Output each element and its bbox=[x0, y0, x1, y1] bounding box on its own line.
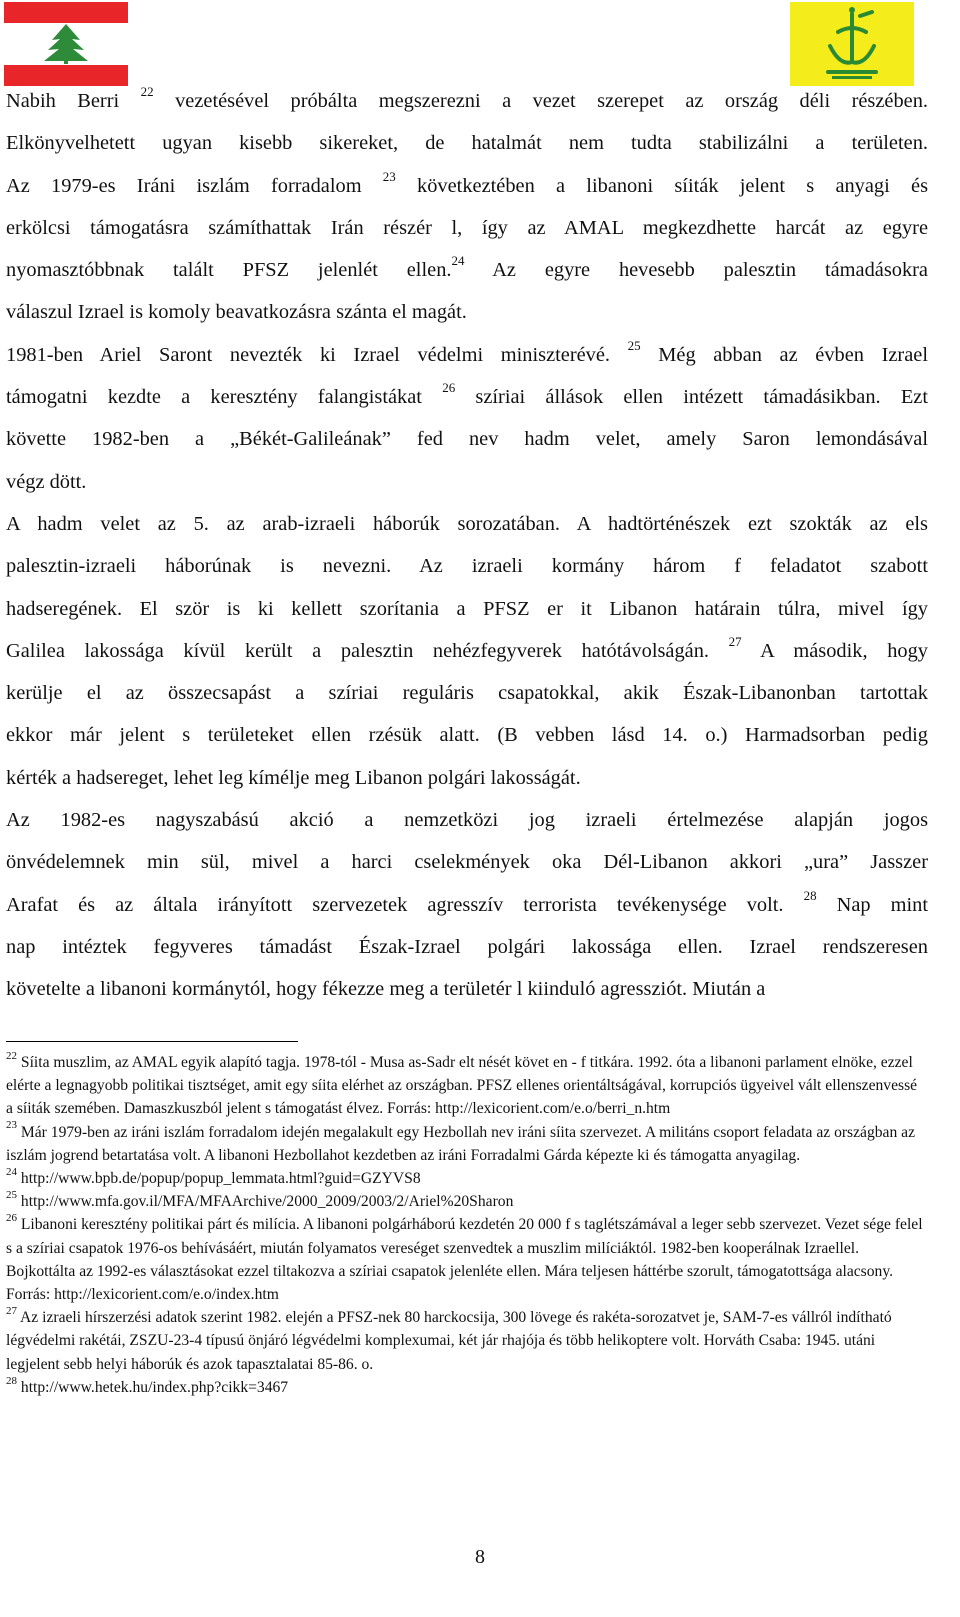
text-run: vezetésével próbálta megszerezni a vezet szerepet az ország déli részében. bbox=[153, 90, 928, 112]
text-line bbox=[6, 841, 928, 883]
footnote-item bbox=[6, 1306, 924, 1376]
text-run: Nabih Berri bbox=[6, 90, 141, 112]
footnote-number: 22 bbox=[6, 1049, 17, 1062]
text-run: követte 1982-ben a „Békét-Galileának” fed nev hadm velet, amely Saron lemondásával bbox=[6, 428, 928, 451]
text-run: végz dött. bbox=[6, 470, 87, 493]
footnote-ref: 25 bbox=[627, 337, 641, 353]
text-run: támogatni kezdte a keresztény falangistákat bbox=[6, 386, 443, 409]
text-line bbox=[6, 418, 928, 460]
footnote-text: Síita muszlim, az AMAL egyik alapító tagja. 1978-tól - Musa as-Sadr elt nését követ en - f titkára. 1992. óta a libanoni parlament elnöke, ezzel elérte a legnagyobb politikai tisztséget, amit egy síita elérhet az országban. PFSZ ellenes orientáltságával, korrupciós ügyeivel vált ellenszenvessé a síiták szemében. Damaszkuszból jelent s támogatást élvez. Forrás: http://lexicorient.com/e.o/berri_n.htm bbox=[6, 1054, 918, 1118]
text-line bbox=[6, 968, 928, 1010]
text-run: Elkönyvelhetett ugyan kisebb sikereket, de hatalmát nem tudta stabilizálni a területen. bbox=[6, 132, 928, 155]
text-run: A hadm velet az 5. az arab-izraeli háborúk sorozatában. A hadtörténészek ezt szokták az els bbox=[6, 512, 928, 535]
text-line bbox=[6, 672, 928, 714]
text-run: ekkor már jelent s területeket ellen rzésük alatt. (B vebben lásd 14. o.) Harmadsorban pedig bbox=[6, 724, 928, 747]
footnote-text: http://www.hetek.hu/index.php?cikk=3467 bbox=[17, 1378, 289, 1396]
page-number: 8 bbox=[475, 1546, 485, 1568]
footnotes bbox=[6, 1051, 924, 1399]
text-line bbox=[6, 291, 928, 333]
text-line bbox=[6, 714, 928, 756]
lebanon-flag-icon bbox=[4, 2, 128, 86]
text-line bbox=[6, 122, 928, 164]
text-run: Nap mint bbox=[816, 893, 928, 916]
text-run: Az 1979-es Iráni iszlám forradalom bbox=[6, 174, 383, 197]
text-run: szíriai állások ellen intézett támadásikban. Ezt bbox=[455, 386, 929, 409]
text-line bbox=[6, 80, 928, 122]
footnote-ref: 22 bbox=[140, 84, 154, 100]
text-run: Galilea lakossága kívül került a palesztin nehézfegyverek hatótávolságán. bbox=[6, 639, 729, 662]
text-line bbox=[6, 376, 928, 418]
text-run: nyomasztóbbnak talált PFSZ jelenlét ellen. bbox=[6, 259, 452, 282]
hezbollah-flag-icon bbox=[790, 2, 914, 86]
text-line bbox=[6, 334, 928, 376]
footnote-item bbox=[6, 1376, 924, 1399]
footnote-separator bbox=[6, 1041, 298, 1042]
text-run: következtében a libanoni síiták jelent s anyagi és bbox=[395, 174, 929, 197]
footnote-ref: 27 bbox=[728, 634, 742, 650]
text-line bbox=[6, 545, 928, 587]
text-run: A második, hogy bbox=[741, 639, 928, 662]
footnote-number: 25 bbox=[6, 1189, 17, 1202]
footnote-ref: 28 bbox=[803, 887, 817, 903]
text-run: követelte a libanoni kormánytól, hogy fékezze meg a területér l kiinduló agressziót. Miután a bbox=[6, 978, 766, 1001]
footnote-text: Libanoni keresztény politikai párt és milícia. A libanoni polgárháború kezdetén 20 000 f s taglétszámával a leger sebb szervezet. Vezet sége felel s a szíriai csapatok 1976-os behívásáért, miután folyamatos vereséget szenvedtek a muszlim milíciáktól. 1982-ben kooperálnak Izraellel. Bojkottálta az 1992-es választásokat ezzel tiltakozva a szíriai csapatok jelenléte ellen. Mára teljesen háttérbe szorult, támogatottsága alacsony. Forrás: http://lexicorient.com/e.o/index.htm bbox=[6, 1216, 923, 1304]
text-line bbox=[6, 630, 928, 672]
text-run: válaszul Izrael is komoly beavatkozásra szánta el magát. bbox=[6, 301, 467, 324]
footnote-ref: 23 bbox=[382, 168, 396, 184]
text-run: Az egyre hevesebb palesztin támadásokra bbox=[464, 259, 928, 282]
footnote-ref: 24 bbox=[451, 253, 465, 269]
text-run: Az 1982-es nagyszabású akció a nemzetközi jog izraeli értelmezése alapján jogos bbox=[6, 809, 928, 832]
footnote-number: 24 bbox=[6, 1165, 17, 1178]
footnote-ref: 26 bbox=[442, 380, 456, 396]
footnote-number: 27 bbox=[6, 1305, 17, 1318]
main-text bbox=[6, 80, 928, 1011]
footnote-number: 23 bbox=[6, 1119, 17, 1132]
footnote-text: http://www.mfa.gov.il/MFA/MFAArchive/2000_2009/2003/2/Ariel%20Sharon bbox=[17, 1193, 514, 1211]
text-run: kérték a hadsereget, lehet leg kímélje meg Libanon polgári lakosságát. bbox=[6, 766, 581, 789]
footnote-text: Már 1979-ben az iráni iszlám forradalom idején megalakult egy Hezbollah nev iráni síita szervezet. A militáns csoport feladata az országban az iszlám jogrend betartatása volt. A libanoni Hezbollahot kezdetben az iráni Forradalmi Gárda képezte ki és támogatta anyagilag. bbox=[6, 1123, 916, 1164]
text-line bbox=[6, 588, 928, 630]
text-line bbox=[6, 503, 928, 545]
footnote-item bbox=[6, 1121, 924, 1167]
text-line bbox=[6, 884, 928, 926]
footnote-text: http://www.bpb.de/popup/popup_lemmata.html?guid=GZYVS8 bbox=[17, 1170, 421, 1188]
footnote-item bbox=[6, 1190, 924, 1213]
text-run: 1981-ben Ariel Saront nevezték ki Izrael védelmi miniszterévé. bbox=[6, 343, 628, 366]
text-line bbox=[6, 165, 928, 207]
text-line bbox=[6, 207, 928, 249]
text-line bbox=[6, 249, 928, 291]
footnote-item bbox=[6, 1051, 924, 1121]
text-run: Még abban az évben Izrael bbox=[640, 343, 928, 366]
text-run: Arafat és az általa irányított szervezetek agresszív terrorista tevékenysége volt. bbox=[6, 893, 804, 916]
footnote-text: Az izraeli hírszerzési adatok szerint 1982. elején a PFSZ-nek 80 harckocsija, 300 lövege és rakéta-sorozatvet je, SAM-7-es vállról indítható légvédelmi rakétái, ZSZU-23-4 típusú önjáró légvédelmi komplexumai, két jár rhajója és több helikoptere volt. Horváth Csaba: 1945. utáni legjelent sebb helyi háborúk és azok tapasztalatai 85-86. o. bbox=[6, 1309, 892, 1373]
footnote-item bbox=[6, 1213, 924, 1306]
text-line bbox=[6, 926, 928, 968]
text-run: hadseregének. El ször is ki kellett szorítania a PFSZ er it Libanon határain túlra, mivel így bbox=[6, 597, 928, 620]
text-line bbox=[6, 799, 928, 841]
footnote-item bbox=[6, 1167, 924, 1190]
text-run: nap intéztek fegyveres támadást Észak-Izrael polgári lakossága ellen. Izrael rendszeresen bbox=[6, 935, 928, 958]
text-line bbox=[6, 461, 928, 503]
text-run: erkölcsi támogatásra számíthattak Irán részér l, így az AMAL megkezdhette harcát az egyre bbox=[6, 216, 928, 239]
text-run: palesztin-izraeli háborúnak is nevezni. Az izraeli kormány három f feladatot szabott bbox=[6, 555, 928, 578]
text-run: kerülje el az összecsapást a szíriai reguláris csapatokkal, akik Észak-Libanonban tartottak bbox=[6, 682, 928, 705]
footnote-number: 28 bbox=[6, 1374, 17, 1387]
footnote-number: 26 bbox=[6, 1212, 17, 1225]
text-run: önvédelemnek min sül, mivel a harci cselekmények oka Dél-Libanon akkori „ura” Jasszer bbox=[6, 851, 928, 874]
text-line bbox=[6, 757, 928, 799]
